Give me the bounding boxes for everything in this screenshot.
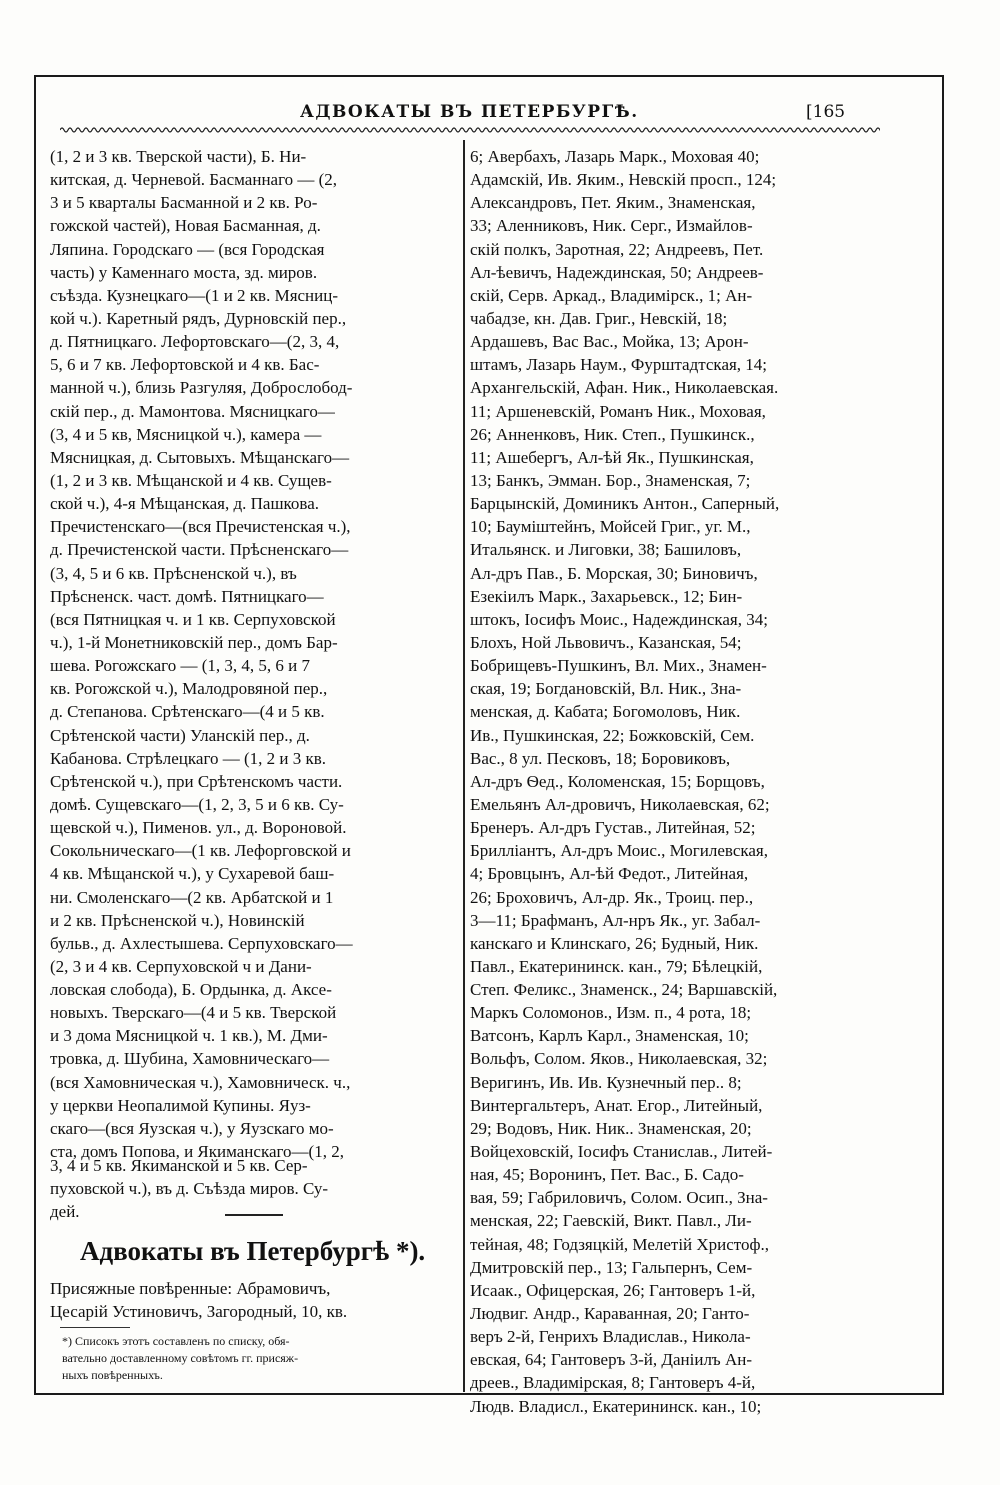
text-line: дей.: [50, 1202, 80, 1222]
right-column: [470, 145, 880, 1418]
text-line: и 3 дома Мясницкой ч. 1 кв.), М. Дми-: [50, 1026, 328, 1046]
left-column: [50, 145, 455, 1163]
text-line: 33; Аленниковъ, Ник. Серг., Измайлов-: [470, 216, 753, 236]
text-line: ста, домъ Попова, и Якиманскаго—(1, 2,: [50, 1142, 344, 1162]
text-line: скаго—(вся Яузская ч.), у Яузскаго мо-: [50, 1118, 334, 1138]
running-header: АДВОКАТЫ ВЪ ПЕТЕРБУРГѢ.: [300, 102, 639, 122]
text-line: Срѣтенской части) Уланскій пер., д.: [50, 725, 310, 745]
text-line: гожской частей), Новая Басманная, д.: [50, 216, 321, 236]
text-line: Исаак., Офицерская, 26; Гантоверъ 1-й,: [470, 1280, 756, 1300]
text-line: чабадзе, кн. Дав. Григ., Невскій, 18;: [470, 308, 728, 328]
text-line: бульв., д. Ахлестышева. Серпуховскаго—: [50, 933, 353, 953]
text-line: скій полкъ, Заротная, 22; Андреевъ, Пет.: [470, 239, 764, 259]
text-line: Ал-дръ Ѳед., Коломенская, 15; Борщовъ,: [470, 771, 765, 791]
text-line: часть) у Каменнаго моста, зд. миров.: [50, 262, 318, 282]
text-line: Вольфъ, Солом. Яков., Николаевская, 32;: [470, 1049, 768, 1069]
text-line: менская, д. Кабата; Богомоловъ, Ник.: [470, 702, 741, 722]
text-line: ная, 45; Воронинъ, Пет. Вас., Б. Садо-: [470, 1165, 744, 1185]
footnote: [62, 1333, 457, 1384]
text-line: Ив., Пушкинская, 22; Божковскій, Сем.: [470, 725, 755, 745]
text-line: канскаго и Клинскаго, 26; Будный, Ник.: [470, 933, 759, 953]
text-line: 4 кв. Мѣщанской ч.), у Сухаревой баш-: [50, 864, 335, 884]
text-line: Барцынскій, Доминикъ Антон., Саперный,: [470, 494, 780, 514]
text-line: кв. Рогожской ч.), Малодровяной пер.,: [50, 679, 328, 699]
text-line: д. Степанова. Срѣтенскаго—(4 и 5 кв.: [50, 702, 325, 722]
text-line: ской ч.), 4-я Мѣщанская, д. Пашкова.: [50, 494, 320, 514]
text-line: Мясницкая, д. Сытовыхъ. Мѣщанскаго—: [50, 447, 350, 467]
footnote-line: ныхъ повѣренныхъ.: [62, 1368, 163, 1382]
text-line: Веригинъ, Ив. Ив. Кузнечный пер.. 8;: [470, 1072, 742, 1092]
text-line: 11; Аршеневскій, Романъ Ник., Моховая,: [470, 401, 766, 421]
text-line: Срѣтенской ч.), при Срѣтенскомъ части.: [50, 771, 343, 791]
text-line: Сокольническаго—(1 кв. Лефорговской и: [50, 841, 351, 861]
text-line: 10; Бауміштейнъ, Мойсей Григ., уг. М.,: [470, 517, 751, 537]
text-line: Архангельскій, Афан. Ник., Николаевская.: [470, 378, 779, 398]
text-line: 29; Водовъ, Ник. Ник.. Знаменская, 20;: [470, 1118, 752, 1138]
text-line: д. Пречистенской части. Прѣсненскаго—: [50, 540, 349, 560]
text-line: Ал-ѣевичъ, Надеждинская, 50; Андреев-: [470, 262, 764, 282]
footnote-line: вательно доставленному совѣтомъ гг. присяж-: [62, 1351, 299, 1365]
section-title: Адвокаты въ Петербургѣ *).: [80, 1236, 426, 1266]
intro-line: Присяжные повѣренные: Абрамовичъ,: [50, 1279, 331, 1298]
footnote-rule: [60, 1327, 130, 1328]
text-line: Бренеръ. Ал-дръ Густав., Литейная, 52;: [470, 818, 756, 838]
text-line: съѣзда. Кузнецкаго—(1 и 2 кв. Мясниц-: [50, 285, 339, 305]
text-line: Кабанова. Стрѣлецкаго — (1, 2 и 3 кв.: [50, 748, 327, 768]
text-line: 4; Бровцынъ, Ал-ѣй Федот., Литейная,: [470, 864, 749, 884]
text-line: Александровъ, Пет. Яким., Знаменская,: [470, 193, 756, 213]
text-line: Степ. Феликс., Знаменск., 24; Варшавскій,: [470, 980, 778, 1000]
text-line: (вся Хамовническая ч.), Хамовническ. ч.,: [50, 1072, 351, 1092]
text-line: манной ч.), близь Разгуляя, Доброслобод-: [50, 378, 353, 398]
text-line: (3, 4, 5 и 6 кв. Прѣсненской ч.), въ: [50, 563, 297, 583]
text-line: штокъ, Іосифъ Моис., Надеждинская, 34;: [470, 609, 768, 629]
text-line: щевской ч.), Пименов. ул., д. Вороновой.: [50, 818, 347, 838]
text-line: 11; Ашебергъ, Ал-ѣй Як., Пушкинская,: [470, 447, 754, 467]
text-line: Дмитровскій пер., 13; Гальпернъ, Сем-: [470, 1257, 753, 1277]
text-line: 3, 4 и 5 кв. Якиманской и 5 кв. Сер-: [50, 1156, 308, 1175]
text-line: Ардашевъ, Вас Вас., Мойка, 13; Арон-: [470, 332, 749, 352]
text-line: Людв. Владисл., Екатерининск. кан., 10;: [470, 1396, 762, 1416]
wavy-rule: [60, 125, 880, 135]
text-line: 26; Анненковъ, Ник. Степ., Пушкинск.,: [470, 424, 755, 444]
text-line: штамъ, Лазарь Наум., Фурштадтская, 14;: [470, 355, 768, 375]
text-line: Бобрищевъ-Пушкинъ, Вл. Мих., Знамен-: [470, 656, 767, 676]
column-divider: [463, 140, 465, 1392]
text-line: Павл., Екатерининск. кан., 79; Бѣлецкій,: [470, 956, 763, 976]
text-line: Вас., 8 ул. Песковъ, 18; Боровиковъ,: [470, 748, 731, 768]
text-line: 26; Броховичъ, Ал-др. Як., Троиц. пер.,: [470, 887, 754, 907]
text-line: Итальянск. и Лиговки, 38; Башиловъ,: [470, 540, 742, 560]
text-line: 13; Банкъ, Эмман. Бор., Знаменская, 7;: [470, 470, 751, 490]
text-line: пуховской ч.), въ д. Съѣзда миров. Су-: [50, 1179, 329, 1199]
text-line: ская, 19; Богдановскій, Вл. Ник., Зна-: [470, 679, 742, 699]
text-line: скій пер., д. Мамонтова. Мясницкаго—: [50, 401, 335, 421]
text-line: евская, 64; Гантоверъ 3-й, Даніилъ Ан-: [470, 1350, 753, 1370]
text-line: Прѣсненск. част. домѣ. Пятницкаго—: [50, 586, 324, 606]
text-line: скій, Серв. Аркад., Владимірск., 1; Ан-: [470, 285, 753, 305]
text-line: Ал-дръ Пав., Б. Морская, 30; Биновичъ,: [470, 563, 758, 583]
text-line: дреев., Владимірская, 8; Гантоверъ 4-й,: [470, 1373, 756, 1393]
text-line: Маркъ Соломонов., Изм. п., 4 рота, 18;: [470, 1003, 752, 1023]
text-line: (1, 2 и 3 кв. Тверской части), Б. Ни-: [50, 147, 307, 166]
left-column-tail: [50, 1154, 328, 1223]
text-line: китская, д. Черневой. Басманнаго — (2,: [50, 170, 338, 190]
text-line: Ватсонъ, Карлъ Карл., Знаменская, 10;: [470, 1026, 749, 1046]
text-line: Ляпина. Городскаго — (вся Городская: [50, 239, 325, 259]
text-line: (1, 2 и 3 кв. Мѣщанской и 4 кв. Сущев-: [50, 470, 332, 490]
text-line: тейная, 48; Годзяцкій, Мелетій Христоф.,: [470, 1234, 770, 1254]
intro-line: Цесарій Устиновичъ, Загородный, 10, кв.: [50, 1302, 348, 1321]
text-line: 5, 6 и 7 кв. Лефортовской и 4 кв. Бас-: [50, 355, 320, 375]
footnote-line: *) Списокъ этотъ составленъ по списку, обя-: [62, 1334, 290, 1348]
text-line: домѣ. Сущевскаго—(1, 2, 3, 5 и 6 кв. Су-: [50, 794, 344, 814]
text-line: Блохъ, Ной Львовичъ., Казанская, 54;: [470, 632, 742, 652]
text-line: кой ч.). Каретный рядъ, Дурновскій пер.,: [50, 308, 347, 328]
text-line: и 2 кв. Прѣсненской ч.), Новинскій: [50, 910, 305, 930]
text-line: тровка, д. Шубина, Хамовническаго—: [50, 1049, 330, 1069]
text-line: Людвиг. Андр., Караванная, 20; Ганто-: [470, 1304, 750, 1324]
text-line: (3, 4 и 5 кв, Мясницкой ч.), камера —: [50, 424, 322, 444]
text-line: (вся Пятницкая ч. и 1 кв. Серпуховской: [50, 609, 336, 629]
text-line: вая, 59; Габриловичъ, Солом. Осип., Зна-: [470, 1188, 768, 1208]
text-line: 6; Авербахъ, Лазарь Марк., Моховая 40;: [470, 147, 760, 166]
text-line: д. Пятницкаго. Лефортовскаго—(2, 3, 4,: [50, 332, 340, 352]
text-line: новыхъ. Тверскаго—(4 и 5 кв. Тверской: [50, 1003, 337, 1023]
text-line: ч.), 1-й Монетниковскій пер., домъ Бар-: [50, 632, 338, 652]
text-line: Бриллiантъ, Ал-дръ Моис., Могилевская,: [470, 841, 768, 861]
page-number: [165: [806, 102, 846, 122]
text-line: шева. Рогожскаго — (1, 3, 4, 5, 6 и 7: [50, 656, 310, 676]
text-line: Винтергальтеръ, Анат. Егор., Литейный,: [470, 1095, 763, 1115]
text-line: 3 и 5 кварталы Басманной и 2 кв. Ро-: [50, 193, 318, 213]
text-line: (2, 3 и 4 кв. Серпуховской ч и Дани-: [50, 956, 312, 976]
text-line: менская, 22; Гаевскій, Викт. Павл., Ли-: [470, 1211, 752, 1231]
text-line: Адамскій, Ив. Яким., Невскій просп., 124;: [470, 170, 777, 190]
text-line: ни. Смоленскаго—(2 кв. Арбатской и 1: [50, 887, 334, 907]
text-line: Емельянъ Ал-дровичъ, Николаевская, 62;: [470, 794, 770, 814]
text-line: 3—11; Брафманъ, Ал-нръ Як., уг. Забал-: [470, 910, 761, 930]
text-line: Войцеховскій, Іосифъ Станислав., Литей-: [470, 1142, 773, 1162]
text-line: Пречистенскаго—(вся Пречистенская ч.),: [50, 517, 351, 537]
text-line: ловская слобода), Б. Ордынка, д. Аксе-: [50, 980, 332, 1000]
text-line: у церкви Неопалимой Купины. Яуз-: [50, 1095, 311, 1115]
text-line: веръ 2-й, Генрихъ Владислав., Никола-: [470, 1327, 751, 1347]
text-line: Езекіилъ Марк., Захарьевск., 12; Бин-: [470, 586, 743, 606]
